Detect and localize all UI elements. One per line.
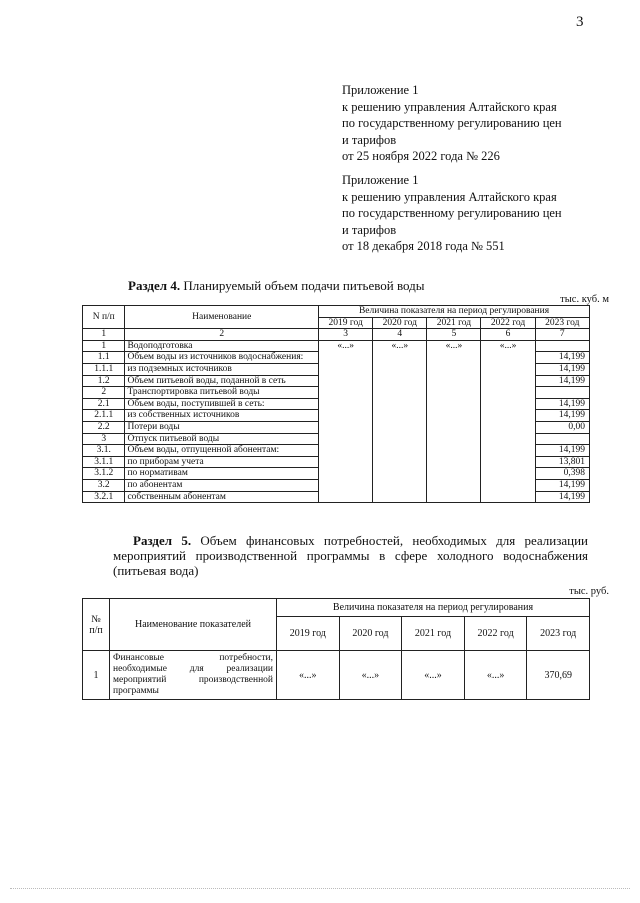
row-name: Потери воды bbox=[125, 421, 319, 433]
section5-units: тыс. руб. bbox=[569, 586, 609, 597]
row-num: 3.1.2 bbox=[83, 468, 125, 480]
header-year: 2019 год bbox=[277, 617, 340, 651]
merged-cell bbox=[373, 352, 427, 503]
appendix-line: к решению управления Алтайского края bbox=[342, 189, 557, 204]
header-group: Величина показателя на период регулирования bbox=[319, 306, 590, 318]
header-name: Наименование bbox=[125, 306, 319, 329]
row-num: 1 bbox=[83, 651, 110, 700]
row-name: Объем воды из источников водоснабжения: bbox=[125, 352, 319, 364]
value-2023: 13,801 bbox=[535, 456, 589, 468]
index-cell: 6 bbox=[481, 329, 535, 341]
value-2023: 14,199 bbox=[535, 352, 589, 364]
appendix-line: и тарифов bbox=[342, 132, 397, 147]
row-name: Финансовые потребности, необходимые для реализации мероприятий производственной программы bbox=[110, 651, 277, 700]
row-value: «...» bbox=[464, 651, 527, 700]
row-num: 1 bbox=[83, 340, 125, 352]
appendix-line: к решению управления Алтайского края bbox=[342, 99, 557, 114]
appendix-line: Приложение 1 bbox=[342, 173, 419, 187]
value-2023 bbox=[535, 387, 589, 399]
index-cell: 3 bbox=[319, 329, 373, 341]
page-number: 3 bbox=[576, 14, 584, 30]
header-year: 2022 год bbox=[464, 617, 527, 651]
appendix-line: по государственному регулированию цен bbox=[342, 206, 562, 220]
row-value: «...» bbox=[339, 651, 402, 700]
row-name: Объем питьевой воды, поданной в сеть bbox=[125, 375, 319, 387]
scan-edge-divider bbox=[10, 888, 630, 889]
appendix-line: Приложение 1 bbox=[342, 83, 419, 97]
row-num: 2.1 bbox=[83, 398, 125, 410]
section4-title-number: Раздел 4. bbox=[128, 278, 181, 293]
section5-title-number: Раздел 5. bbox=[133, 533, 192, 548]
row-name: Водоподготовка bbox=[125, 340, 319, 352]
header-group: Величина показателя на период регулирования bbox=[277, 599, 590, 617]
value-2023: 14,199 bbox=[535, 479, 589, 491]
value-2023: 0,00 bbox=[535, 421, 589, 433]
row-num: 2.2 bbox=[83, 421, 125, 433]
row-name: из подземных источников bbox=[125, 363, 319, 375]
header-num: № п/п bbox=[83, 599, 110, 651]
table-row bbox=[83, 352, 590, 364]
value-2023: 14,199 bbox=[535, 410, 589, 422]
row-value: «...» bbox=[277, 651, 340, 700]
header-year: 2019 год bbox=[319, 317, 373, 329]
row-num: 1.2 bbox=[83, 375, 125, 387]
appendix-line: от 18 декабря 2018 года № 551 bbox=[342, 239, 505, 253]
row-name: Объем воды, поступившей в сеть: bbox=[125, 398, 319, 410]
header-year: 2021 год bbox=[427, 317, 481, 329]
row-name: по абонентам bbox=[125, 479, 319, 491]
header-num: N п/п bbox=[83, 306, 125, 329]
appendix-reference-current bbox=[342, 82, 562, 165]
row-num: 1.1.1 bbox=[83, 363, 125, 375]
section4-units: тыс. куб. м bbox=[560, 294, 609, 305]
row-num: 3.1. bbox=[83, 445, 125, 457]
value-2023 bbox=[535, 433, 589, 445]
merged-cell bbox=[319, 352, 373, 503]
row-num: 2.1.1 bbox=[83, 410, 125, 422]
placeholder-2021: «...» bbox=[427, 340, 481, 352]
row-name: Отпуск питьевой воды bbox=[125, 433, 319, 445]
merged-cell bbox=[481, 352, 535, 503]
value-2023: 14,199 bbox=[535, 363, 589, 375]
section5-title bbox=[113, 533, 588, 578]
row-value: 370,69 bbox=[527, 651, 590, 700]
header-year: 2020 год bbox=[339, 617, 402, 651]
row-name: по нормативам bbox=[125, 468, 319, 480]
merged-cell bbox=[427, 352, 481, 503]
value-2023: 14,199 bbox=[535, 491, 589, 503]
row-value: «...» bbox=[402, 651, 465, 700]
value-2023: 14,199 bbox=[535, 375, 589, 387]
table-body bbox=[83, 340, 590, 502]
row-name: по приборам учета bbox=[125, 456, 319, 468]
placeholder-2020: «...» bbox=[373, 340, 427, 352]
header-year: 2020 год bbox=[373, 317, 427, 329]
section4-title bbox=[128, 278, 425, 294]
index-cell: 7 bbox=[535, 329, 589, 341]
water-supply-volume-table bbox=[82, 305, 590, 503]
index-cell: 2 bbox=[125, 329, 319, 341]
header-year: 2023 год bbox=[527, 617, 590, 651]
table-row bbox=[83, 340, 590, 352]
appendix-reference-original bbox=[342, 172, 562, 255]
value-2023: 14,199 bbox=[535, 445, 589, 457]
row-num: 2 bbox=[83, 387, 125, 399]
row-num: 3.2 bbox=[83, 479, 125, 491]
index-cell: 5 bbox=[427, 329, 481, 341]
value-2023: 0,398 bbox=[535, 468, 589, 480]
section5-title-text: Объем финансовых потребностей, необходимых для реализации мероприятий производственной программы в сфере холодного водоснабжения (питьевая вода) bbox=[113, 533, 588, 578]
financial-needs-table bbox=[82, 598, 590, 700]
row-name: Объем воды, отпущенной абонентам: bbox=[125, 445, 319, 457]
section4-title-text: Планируемый объем подачи питьевой воды bbox=[180, 278, 425, 293]
row-name: Транспортировка питьевой воды bbox=[125, 387, 319, 399]
placeholder-2022: «...» bbox=[481, 340, 535, 352]
header-year: 2022 год bbox=[481, 317, 535, 329]
row-num: 3.1.1 bbox=[83, 456, 125, 468]
row-num: 1.1 bbox=[83, 352, 125, 364]
index-cell: 1 bbox=[83, 329, 125, 341]
appendix-line: и тарифов bbox=[342, 222, 397, 237]
value-2023 bbox=[535, 340, 589, 352]
appendix-line: от 25 ноября 2022 года № 226 bbox=[342, 149, 500, 163]
row-num: 3 bbox=[83, 433, 125, 445]
header-year: 2021 год bbox=[402, 617, 465, 651]
placeholder-2019: «...» bbox=[319, 340, 373, 352]
header-name: Наименование показателей bbox=[110, 599, 277, 651]
appendix-line: по государственному регулированию цен bbox=[342, 116, 562, 130]
value-2023: 14,199 bbox=[535, 398, 589, 410]
header-year: 2023 год bbox=[535, 317, 589, 329]
row-name: собственным абонентам bbox=[125, 491, 319, 503]
index-cell: 4 bbox=[373, 329, 427, 341]
row-name: из собственных источников bbox=[125, 410, 319, 422]
row-num: 3.2.1 bbox=[83, 491, 125, 503]
table-row bbox=[83, 651, 590, 700]
